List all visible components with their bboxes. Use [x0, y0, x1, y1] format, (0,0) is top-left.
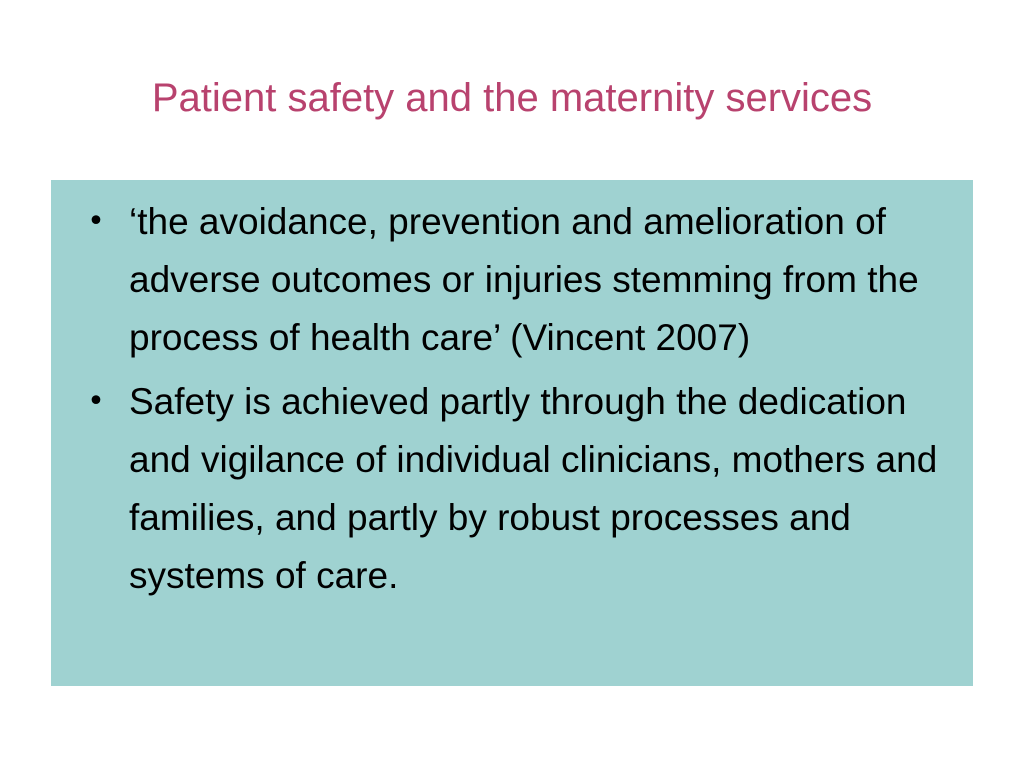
bullet-item-1	[81, 193, 953, 367]
bullet-text-1: ‘the avoidance, prevention and amelioration of adverse outcomes or injuries stemming from the process of health care’ (Vincent 2007)	[129, 201, 919, 358]
bullet-icon: •	[87, 204, 105, 239]
slide-title: Patient safety and the maternity services	[151, 76, 873, 120]
bullet-item-2	[81, 373, 953, 605]
bullet-icon: •	[87, 384, 105, 419]
bullet-list	[81, 193, 953, 605]
bullet-text-2: Safety is achieved partly through the dedication and vigilance of individual clinicians, mothers and families, and partly by robust processes and systems of care.	[129, 381, 938, 596]
content-box	[51, 180, 973, 686]
